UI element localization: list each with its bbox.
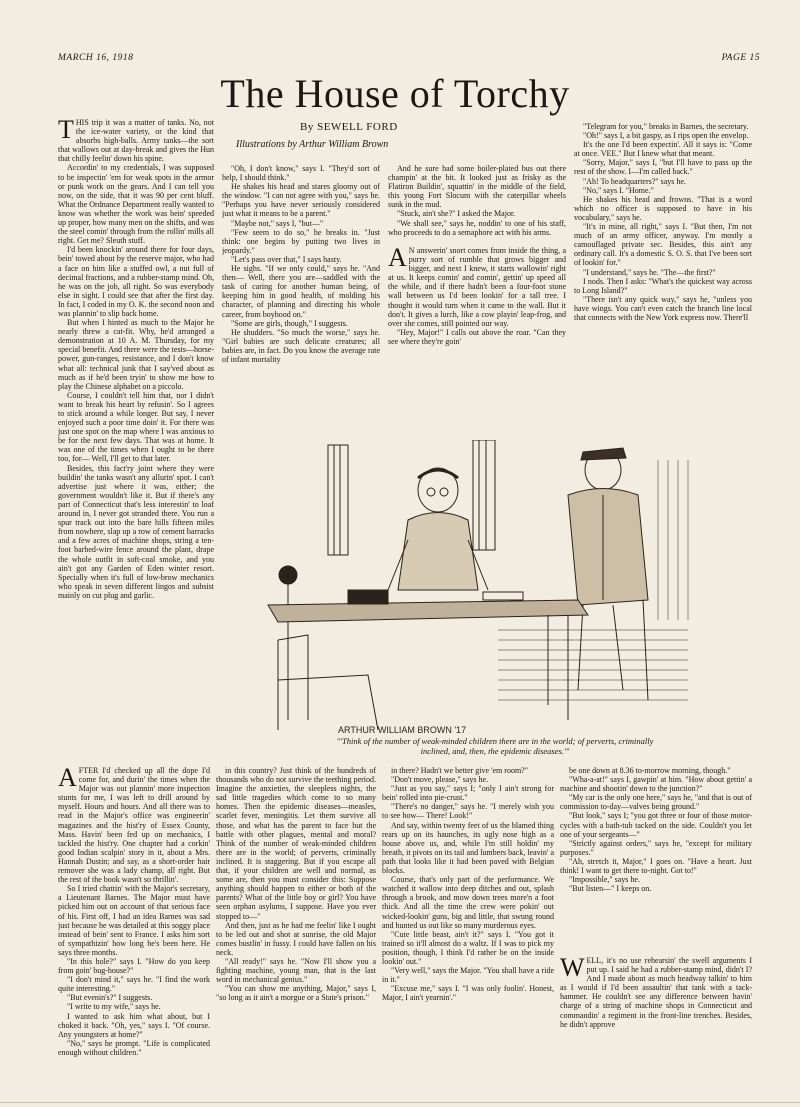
window-frame-left bbox=[328, 445, 348, 555]
paragraph-text: FTER I'd checked up all the dope I'd come for, and durin' the times when the Major was out plannin' more inspection stunts for me, I was left to drill around by myself. Hours and hours. And all there was to read in the Major's office was engineerin' magazines and the hist'ry of Essex County, Mass. Havin' been fed up on mechanics, I tackled the hist'ry. One chapter had a corkin' good Indian scalpin' story in it, about a Mrs. Hannah Dustin; and say, as a short-order hair remover she was a lady champ, all right. But the rest of the book wasn't so thrillin'. bbox=[58, 766, 210, 885]
paragraph: "It's in mine, all right," says I. "But then, I'm not much of an army officer, anyway. I'm mostly a camouflaged private sec. Besides, this ain't any ordinary call. It's a domestic S. O. S. that I've been sort of lookin' for." bbox=[574, 222, 752, 268]
paragraph: in there? Hadn't we better give 'em room?" bbox=[391, 766, 528, 775]
paragraph: Accordin' to my credentials, I was supposed to be inspectin' 'em for weak spots in the armor or punk work on the gears. And I can tell you now, on the side, that it was 90 per cent bluff. What the Ordnance Department really wanted to know was whether the work was bein' speeded up proper, how many men on the shifts, and was the steel comin' through from the rollin' mills all right. Get me? Sleuth stuff. bbox=[58, 163, 214, 246]
paragraph: He sighs. "If we only could," says he. "And then— Well, there you are—saddled with the task of caring for another human being, of keeping him in good health, of molding his character, of planning and directing his whole career, from boyhood on." bbox=[222, 264, 380, 319]
illustration bbox=[248, 440, 718, 740]
paragraph: "Oh, I don't know," says I. "They'd sort of help, I should think." bbox=[222, 164, 380, 183]
illustrator-signature: ARTHUR WILLIAM BROWN '17 bbox=[338, 725, 467, 735]
paragraph: "Maybe not," says I, "but—" bbox=[231, 218, 324, 228]
page-number: PAGE 15 bbox=[721, 53, 760, 63]
paragraph: I nods. Then I asks: "What's the quickest way across to Long Island?" bbox=[574, 276, 752, 295]
seated-man-body bbox=[398, 513, 478, 591]
paragraph bbox=[388, 246, 566, 328]
paragraph: "Some are girls, though," I suggests. bbox=[231, 318, 348, 328]
paragraph: "Few seem to do so," he breaks in. "Just think: one begins by putting two lives in jeopardy." bbox=[222, 227, 380, 255]
paragraph: "Don't move, please," says he. bbox=[391, 775, 489, 785]
column-3-upper bbox=[388, 164, 566, 244]
paragraph-text: HIS trip it was a matter of tanks. No, not the ice-water variety, or the kind that absorbs high-balls. Army tanks—the sort that wallows out at day-break and gives the Hun that chilly feelin' down his spine. bbox=[58, 118, 214, 164]
paragraph-text: N answerin' snort comes from inside the thing, a purry sort of rumble that grows bigger and bigger, and next I knew, it starts wallowin' right at us. It keeps comin' and comin', gettin' up speed all the while, and if there hadn't been a four-foot stone wall between us I'd been lookin' for a tall tree. I thought it would turn when it came to the wall. But it don't. It gives a lurch, like a cow playin' leap-frog, and over she comes, still pointed our way. bbox=[388, 246, 566, 328]
paragraph: "But listen—" I keeps on. bbox=[569, 884, 652, 894]
paragraph: "You can show me anything, Major," says I, "so long as it ain't a morgue or a State's prison." bbox=[216, 984, 376, 1003]
officer-cap bbox=[581, 448, 626, 460]
paragraph bbox=[560, 956, 752, 1029]
paragraph: So I tried chattin' with the Major's secretary, a Lieutenant Barnes. The Major must have picked him out on account of that serious face of his. First off, I had an idea Barnes was sad just because he was detailed at this soggy place instead of bein' sent to France. I asks him sort of sympathizin' how long he's been here. He says three months. bbox=[58, 884, 210, 957]
paragraph: Besides, this fact'ry joint where they were buildin' the tanks wasn't any allurin' spot. I can't advertise just where it was, either; the government wouldn't like it. But if there's any part of Connecticut that's less interestin' to loaf around in, I never got stranded there. You run a spur track out into the bare hills fifteen miles from nowhere, slap up a row of cement barracks and a few acres of machine shops, string a ten-foot barbed-wire fence around the plant, drape the whole outfit in soft-coal smoke, and you ain't got any Garden of Eden winter resort. Specially when it's full of low-brow mechanics who speak in seven different lingos and subsist mainly on cut plug and garlic. bbox=[58, 463, 214, 600]
column-1-lower bbox=[58, 766, 210, 1102]
desk-top bbox=[268, 600, 588, 622]
paragraph: He shakes his head and frowns. "That is a word which no officer is supposed to have in his vocabulary," says he. bbox=[574, 194, 752, 222]
paragraph: And then, just as he had me feelin' like I ought to be led out and shot at sunrise, the old Major comes bustlin' in fussy. I could have fallen on his neck. bbox=[216, 920, 376, 957]
paragraph: "All ready!" says he. "Now I'll show you a fighting machine, young man, that is the last word in mechanical genius." bbox=[216, 956, 376, 985]
paragraph: He shakes his head and stares gloomy out of the window. "I can not agree with you," says he. "Perhaps you have never seriously considered just what it means to be a parent." bbox=[222, 182, 380, 219]
paragraph: And he sure had some boiler-plated bus out there champin' at the bit. It looked just as frisky as the Flatiron Buildin', squattin' in the middle of the field, this young Fort Slocum with the caterpillar wheels sunk in the mud. bbox=[388, 164, 566, 210]
drop-cap: W bbox=[560, 956, 585, 982]
column-3-lower bbox=[382, 766, 554, 1102]
paragraph: "No," says he prompt. "Life is complicated enough without children." bbox=[58, 1038, 210, 1057]
paragraph bbox=[58, 118, 214, 163]
paragraph: "In this hole?" says I. "How do you keep from goin' bug-house?" bbox=[58, 956, 210, 976]
drop-cap: T bbox=[58, 118, 74, 144]
byline: By SEWELL FORD bbox=[300, 121, 398, 133]
paragraph: I'd been knockin' around there for four days, bein' towed about by the reserve major, who had a face on him like a stuffed owl, a nut full of decimal fractions, and a rubber-stamp mind. Oh, he was on the job, all right. So was everybody else in sight. I could see that after the first day. In fact, I coded in my O. K. the second noon and was plannin' to slip back home. bbox=[58, 245, 214, 318]
book-stack bbox=[348, 590, 388, 604]
column-3-upper-section bbox=[388, 246, 566, 386]
article-title: The House of Torchy bbox=[220, 71, 570, 116]
paragraph: "Stuck, ain't she?" I asked the Major. bbox=[397, 209, 516, 219]
paragraph: He shudders. "So much the worse," says he. "Girl babies are such delicate creatures; all babies are, in fact. Do you know the average rate of infant mortality bbox=[222, 327, 380, 364]
paragraph: "Wha-a-at!" says I, gawpin' at him. "How about gettin' a machine and shootin' down to the junction?" bbox=[560, 775, 752, 794]
paragraph: And say, within twenty feet of us the blamed thing rears up on its haunches, its ugly nose high as a house above us, and, while I'm still holdin' my breath, it pivots on its tail and lumbers back, leavin' a path that looks like it had been paved with Belgian blocks. bbox=[382, 820, 554, 876]
paragraph: "I understand," says he. "The—the first?" bbox=[583, 267, 716, 277]
paragraph: "I write to my wife," says he. bbox=[67, 1002, 161, 1012]
paragraph: "My car is the only one here," says he, "and that is out of commission to-day—valves being ground." bbox=[560, 793, 752, 812]
column-1-upper bbox=[58, 118, 214, 752]
illustration-credit: Illustrations by Arthur William Brown bbox=[236, 139, 389, 150]
papers bbox=[483, 592, 523, 600]
illustration-caption: "'Think of the number of weak-minded children there are in the world; of perverts, criminally inclined, and, then, the epidemic diseases.'" bbox=[336, 736, 654, 756]
paragraph: "I don't mind it," says he. "I find the work quite interesting." bbox=[58, 975, 210, 994]
paragraph: Course, I couldn't tell him that, nor I didn't want to break his heart by refusin'. So I agrees to stick around a while longer. But say, I never enjoyed such a poor time doin' it. For there was just one spot on the map where I was anxious to be for the next few days. That was at home. It was one of the times when I ought to be there too, for— Well, I'll get to that later. bbox=[58, 390, 214, 464]
drop-cap: A bbox=[58, 766, 77, 792]
paragraph: "Sorry, Major," says I, "but I'll have to pass up the rest of the show. I—I'm called back." bbox=[574, 158, 752, 177]
paragraph: "Let's pass over that," I says hasty. bbox=[231, 254, 342, 264]
paragraph: I wanted to ask him what about, but I choked it back. "Oh, yes," says I. "Of course. Any youngsters at home?" bbox=[58, 1011, 210, 1039]
paragraph: "But look," says I; "you got three or four of those motor-cycles with a bath-tub tacked on the side. Couldn't you let one of your sergeants—" bbox=[560, 811, 752, 839]
issue-date: MARCH 16, 1918 bbox=[58, 53, 134, 63]
paragraph: "Hey, Major!" I calls out above the roar. "Can they see where they're goin' bbox=[388, 327, 566, 346]
paragraph bbox=[58, 766, 210, 884]
paragraph: "Excuse me," says I. "I was only foolin'. Honest, Major, I ain't yearnin'." bbox=[382, 984, 554, 1003]
column-4-lower bbox=[560, 766, 752, 954]
paragraph: "But evenin's?" I suggests. bbox=[67, 993, 153, 1003]
paragraph: "Telegram for you," breaks in Barnes, the secretary. bbox=[583, 122, 749, 131]
column-4-upper bbox=[574, 122, 752, 386]
paragraph: But when I hinted as much to the Major he nearly threw a cat-fit. Why, he'd arranged a demonstration at 10 A. M. Thursday, for my special benefit. And there were the tests—horse-power, gun-ranges, resistance, and I don't know what all: technical junk that I say'ved about as much as if he'd been tryin' to show me how to play the Chinese alphabet on a piccolo. bbox=[58, 318, 214, 391]
paragraph: "Oh!" says I, a bit gaspy, as I rips open the envelop. bbox=[583, 131, 749, 141]
column-2-upper bbox=[222, 164, 380, 384]
paragraph: in this country? Just think of the hundreds of thousands who do not survive the teething period. Imagine the anxieties, the sleepless nights, the sad little tragedies which come to so many homes. Then the epidemic diseases—measles, scarlet fever, meningitis. Let them survive all those, and what has the parent to face but the battle with other plagues, mental and moral? Think of the number of weak-minded children there are in the world; of perverts, criminally inclined. It is staggering. But if you escape all that, if your children are well and normal, as some are, then you must consider this: Suppose anything should happen to either or both of the parents? What of the little boy or girl? You have seen orphan asylums, I suppose. Have you ever stopped to—" bbox=[216, 766, 376, 921]
paragraph: "Ah, stretch it, Major," I goes on. "Have a heart. Just think! I want to get there to-night. Got to!" bbox=[560, 856, 752, 876]
paragraph: It's the one I'd been expectin'. All it says is: "Come at once. VEE." But I knew what that meant. bbox=[574, 140, 752, 159]
paragraph: "Cute little beast, ain't it?" says I. "You got it trained so it'll almost do a waltz. If I was to pick my position, though, I think I'd rather be on the inside lookin' out." bbox=[382, 929, 554, 966]
paragraph: "Just as you say," says I; "only I ain't strong for bein' rolled into pie-crust." bbox=[382, 784, 554, 803]
paragraph-text: ELL, it's no use rehearsin' the swell arguments I put up. I said he had a rubber-stamp mind, didn't I? And I made about as much headway talkin' to him as I would if I'd been assaultin' that tank with a tack-hammer. He couldn't see any difference between havin' charge of a string of machine shops in Connecticut and commandin' a regiment in the front-line trenches. Besides, he didn't approve bbox=[560, 956, 752, 1029]
officer-body bbox=[568, 489, 648, 606]
paragraph: "We shall see," says he, noddin' to one of his staff, who proceeds to do a semaphore act with his arms. bbox=[388, 218, 566, 237]
page-bottom-edge bbox=[0, 1102, 800, 1103]
paragraph: "Impossible," says he. bbox=[569, 875, 640, 885]
paragraph: "Very well," says the Major. "You shall have a ride in it." bbox=[382, 966, 554, 985]
column-2-lower bbox=[216, 766, 376, 1102]
paragraph: "There isn't any quick way," says he, "unless you have wings. You can't even catch the branch line local that connects with the New York express now. There'll bbox=[574, 294, 752, 322]
drop-cap: A bbox=[388, 246, 407, 272]
paragraph: "No," says I. "Home." bbox=[583, 185, 654, 195]
paragraph: Course, that's only part of the performance. We watched it wallow into deep ditches and out, splash through a brook, and mow down trees more'n a foot thick. And all the time the crew were pokin' out wicked-lookin' guns, big and little, that swung round and hunted us out like so many murderous eyes. bbox=[382, 875, 554, 930]
paragraph: "There's no danger," says he. "I merely wish you to see how— There! Look!" bbox=[382, 802, 554, 821]
chair bbox=[278, 635, 378, 730]
paragraph: be one down at 8.36 to-morrow morning, though." bbox=[569, 766, 731, 775]
column-4-lower-section bbox=[560, 956, 752, 1102]
paragraph: "Ah! To headquarters?" says he. bbox=[583, 176, 686, 186]
window-frame-right bbox=[473, 440, 495, 550]
paragraph: "Strictly against orders," says he, "except for military purposes." bbox=[560, 838, 752, 857]
